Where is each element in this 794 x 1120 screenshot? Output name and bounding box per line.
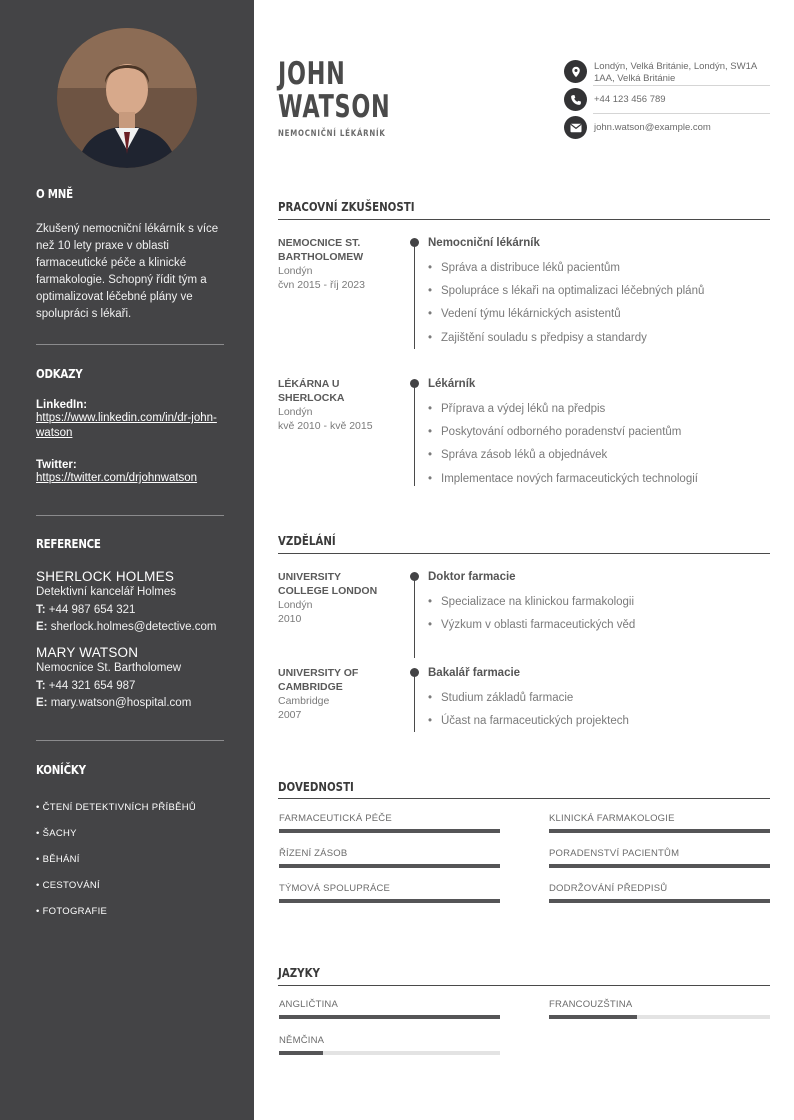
links-section xyxy=(36,366,224,486)
entry-location: Londýn xyxy=(278,265,313,277)
skill-item xyxy=(279,848,500,859)
reference-item xyxy=(36,645,224,711)
email-icon xyxy=(564,116,587,139)
education-entry xyxy=(278,571,770,661)
contact-divider xyxy=(593,113,770,114)
reference-email: E: mary.watson@hospital.com xyxy=(36,697,192,709)
education-heading: VZDĚLÁNÍ xyxy=(278,533,336,548)
references-heading: REFERENCE xyxy=(36,536,101,551)
education-detail-list xyxy=(428,593,768,639)
employer-name: LÉKÁRNA U SHERLOCKA Londýn kvě 2010 - kvě 2015 xyxy=(278,378,388,433)
skill-item xyxy=(549,813,770,824)
skill-label: FARMACEUTICKÁ PÉČE xyxy=(279,813,392,824)
about-heading: O MNĚ xyxy=(36,186,73,201)
phone-text: +44 123 456 789 xyxy=(594,94,666,105)
linkedin-label: LinkedIn: xyxy=(36,399,88,411)
language-bar-fill xyxy=(549,1015,637,1019)
contact-phone xyxy=(564,88,770,111)
education-entry xyxy=(278,667,770,737)
list-item: • Zajištění souladu s předpisy a standardy xyxy=(428,329,768,352)
education-detail-list xyxy=(428,689,768,735)
location-pin-icon xyxy=(564,60,587,83)
language-bar-fill xyxy=(279,1015,500,1019)
skill-bar-fill xyxy=(549,829,770,833)
job-title: NEMOCNIČNÍ LÉKÁRNÍK xyxy=(278,129,386,139)
language-item xyxy=(279,1035,500,1046)
skill-bar xyxy=(279,864,500,868)
timeline-dot xyxy=(410,572,419,581)
list-item: • Výzkum v oblasti farmaceutických věd xyxy=(428,616,768,639)
skill-label: DODRŽOVÁNÍ PŘEDPISŮ xyxy=(549,883,668,894)
entry-date: kvě 2010 - kvě 2015 xyxy=(278,420,373,432)
skill-item xyxy=(279,813,500,824)
language-bar xyxy=(279,1015,500,1019)
skill-item xyxy=(549,883,770,894)
languages-heading: JAZYKY xyxy=(278,965,320,980)
list-item: • Účast na farmaceutických projektech xyxy=(428,712,768,735)
list-item: • Spolupráce s lékaři na optimalizaci léčebných plánů xyxy=(428,282,768,305)
entry-location: Londýn xyxy=(278,599,313,611)
contact-email xyxy=(564,116,770,139)
language-bar xyxy=(279,1051,500,1055)
hobby-item: • FOTOGRAFIE xyxy=(36,906,108,917)
contact-address xyxy=(564,60,770,86)
skill-bar-fill xyxy=(279,829,500,833)
about-text: Zkušený nemocniční lékárník s více než 10 lety praxe v oblasti farmaceutické péče a klinické farmakologie. Schopný řídit tým a optimalizovat léčebné plány ve spolupráci s lékaři. xyxy=(36,223,219,320)
section-rule xyxy=(278,985,770,986)
reference-item xyxy=(36,569,224,635)
list-item: • Správa a distribuce léků pacientům xyxy=(428,259,768,282)
timeline-dot xyxy=(410,379,419,388)
timeline-dot xyxy=(410,668,419,677)
reference-org: Nemocnice St. Bartholomew xyxy=(36,662,182,674)
reference-phone: T: +44 321 654 987 xyxy=(36,680,136,692)
reference-name: SHERLOCK HOLMES xyxy=(36,569,175,584)
language-bar xyxy=(549,1015,770,1019)
hobbies-section xyxy=(36,762,224,925)
section-rule xyxy=(278,798,770,799)
section-rule xyxy=(278,219,770,220)
experience-entry xyxy=(278,237,770,367)
list-item: • Studium základů farmacie xyxy=(428,689,768,712)
reference-email: E: sherlock.holmes@detective.com xyxy=(36,621,217,633)
timeline-line xyxy=(414,383,415,486)
hobby-item: • ČTENÍ DETEKTIVNÍCH PŘÍBĚHŮ xyxy=(36,802,197,813)
degree-name: Bakalář farmacie xyxy=(428,667,521,679)
entry-date: 2007 xyxy=(278,709,302,721)
language-item xyxy=(279,999,500,1010)
entry-location: Londýn xyxy=(278,406,313,418)
language-bar-fill xyxy=(279,1051,323,1055)
reference-name: MARY WATSON xyxy=(36,645,139,660)
references-section xyxy=(36,536,224,711)
skill-bar-fill xyxy=(279,864,500,868)
hobby-item: • CESTOVÁNÍ xyxy=(36,880,100,891)
job-role: Nemocniční lékárník xyxy=(428,237,540,249)
skill-bar xyxy=(279,899,500,903)
entry-location: Cambridge xyxy=(278,695,330,707)
skill-bar-fill xyxy=(549,899,770,903)
skill-bar xyxy=(549,864,770,868)
language-label: FRANCOUZŠTINA xyxy=(549,999,633,1010)
school-name: UNIVERSITY OF CAMBRIDGE Cambridge 2007 xyxy=(278,667,388,722)
twitter-label: Twitter: xyxy=(36,459,77,471)
sidebar-divider xyxy=(36,344,224,345)
skill-bar xyxy=(549,899,770,903)
candidate-name: JOHN WATSON xyxy=(278,56,391,125)
school-name: UNIVERSITY COLLEGE LONDON Londýn 2010 xyxy=(278,571,388,626)
list-item: • Poskytování odborného poradenství pacientům xyxy=(428,423,768,446)
language-label: ANGLIČTINA xyxy=(279,999,339,1010)
skill-label: KLINICKÁ FARMAKOLOGIE xyxy=(549,813,675,824)
phone-icon xyxy=(564,88,587,111)
degree-name: Doktor farmacie xyxy=(428,571,516,583)
twitter-link[interactable]: https://twitter.com/drjohnwatson xyxy=(36,472,198,484)
hobby-item: • ŠACHY xyxy=(36,828,77,839)
skill-item xyxy=(549,848,770,859)
experience-heading: PRACOVNÍ ZKUŠENOSTI xyxy=(278,199,415,214)
section-rule xyxy=(278,553,770,554)
skill-label: TÝMOVÁ SPOLUPRÁCE xyxy=(279,883,391,894)
list-item: • Vedení týmu lékárnických asistentů xyxy=(428,305,768,328)
skill-bar-fill xyxy=(279,899,500,903)
timeline-line xyxy=(414,672,415,732)
language-item xyxy=(549,999,770,1010)
skills-heading: DOVEDNOSTI xyxy=(278,779,354,794)
skill-bar-fill xyxy=(549,864,770,868)
entry-date: čvn 2015 - říj 2023 xyxy=(278,279,365,291)
list-item: • Specializace na klinickou farmakologii xyxy=(428,593,768,616)
skill-label: ŘÍZENÍ ZÁSOB xyxy=(279,848,348,859)
timeline-dot xyxy=(410,238,419,247)
reference-phone: T: +44 987 654 321 xyxy=(36,604,136,616)
employer-name: NEMOCNICE ST. BARTHOLOMEW Londýn čvn 2015 - říj 2023 xyxy=(278,237,388,292)
skill-bar xyxy=(279,829,500,833)
sidebar-divider xyxy=(36,515,224,516)
address-text: Londýn, Velká Británie, Londýn, SW1A 1AA, Velká Británie xyxy=(594,61,757,84)
skill-item xyxy=(279,883,500,894)
linkedin-link[interactable]: https://www.linkedin.com/in/dr-john-watson xyxy=(36,412,217,439)
links-heading: ODKAZY xyxy=(36,366,83,381)
experience-entry xyxy=(278,378,770,488)
about-section xyxy=(36,186,224,323)
timeline-line xyxy=(414,576,415,658)
list-item: • Implementace nových farmaceutických technologií xyxy=(428,470,768,493)
skill-bar xyxy=(549,829,770,833)
email-link[interactable]: john.watson@example.com xyxy=(594,122,711,133)
sidebar xyxy=(0,0,254,1120)
profile-photo xyxy=(57,28,197,168)
language-label: NĚMČINA xyxy=(279,1035,325,1046)
entry-date: 2010 xyxy=(278,613,302,625)
responsibility-list xyxy=(428,400,768,493)
list-item: • Správa zásob léků a objednávek xyxy=(428,446,768,469)
timeline-line xyxy=(414,242,415,349)
hobbies-heading: KONÍČKY xyxy=(36,762,86,777)
hobby-item: • BĚHÁNÍ xyxy=(36,854,80,865)
responsibility-list xyxy=(428,259,768,352)
job-role: Lékárník xyxy=(428,378,476,390)
skill-label: PORADENSTVÍ PACIENTŮM xyxy=(549,848,680,859)
sidebar-divider xyxy=(36,740,224,741)
reference-org: Detektivní kancelář Holmes xyxy=(36,586,176,598)
list-item: • Příprava a výdej léků na předpis xyxy=(428,400,768,423)
contact-divider xyxy=(593,85,770,86)
